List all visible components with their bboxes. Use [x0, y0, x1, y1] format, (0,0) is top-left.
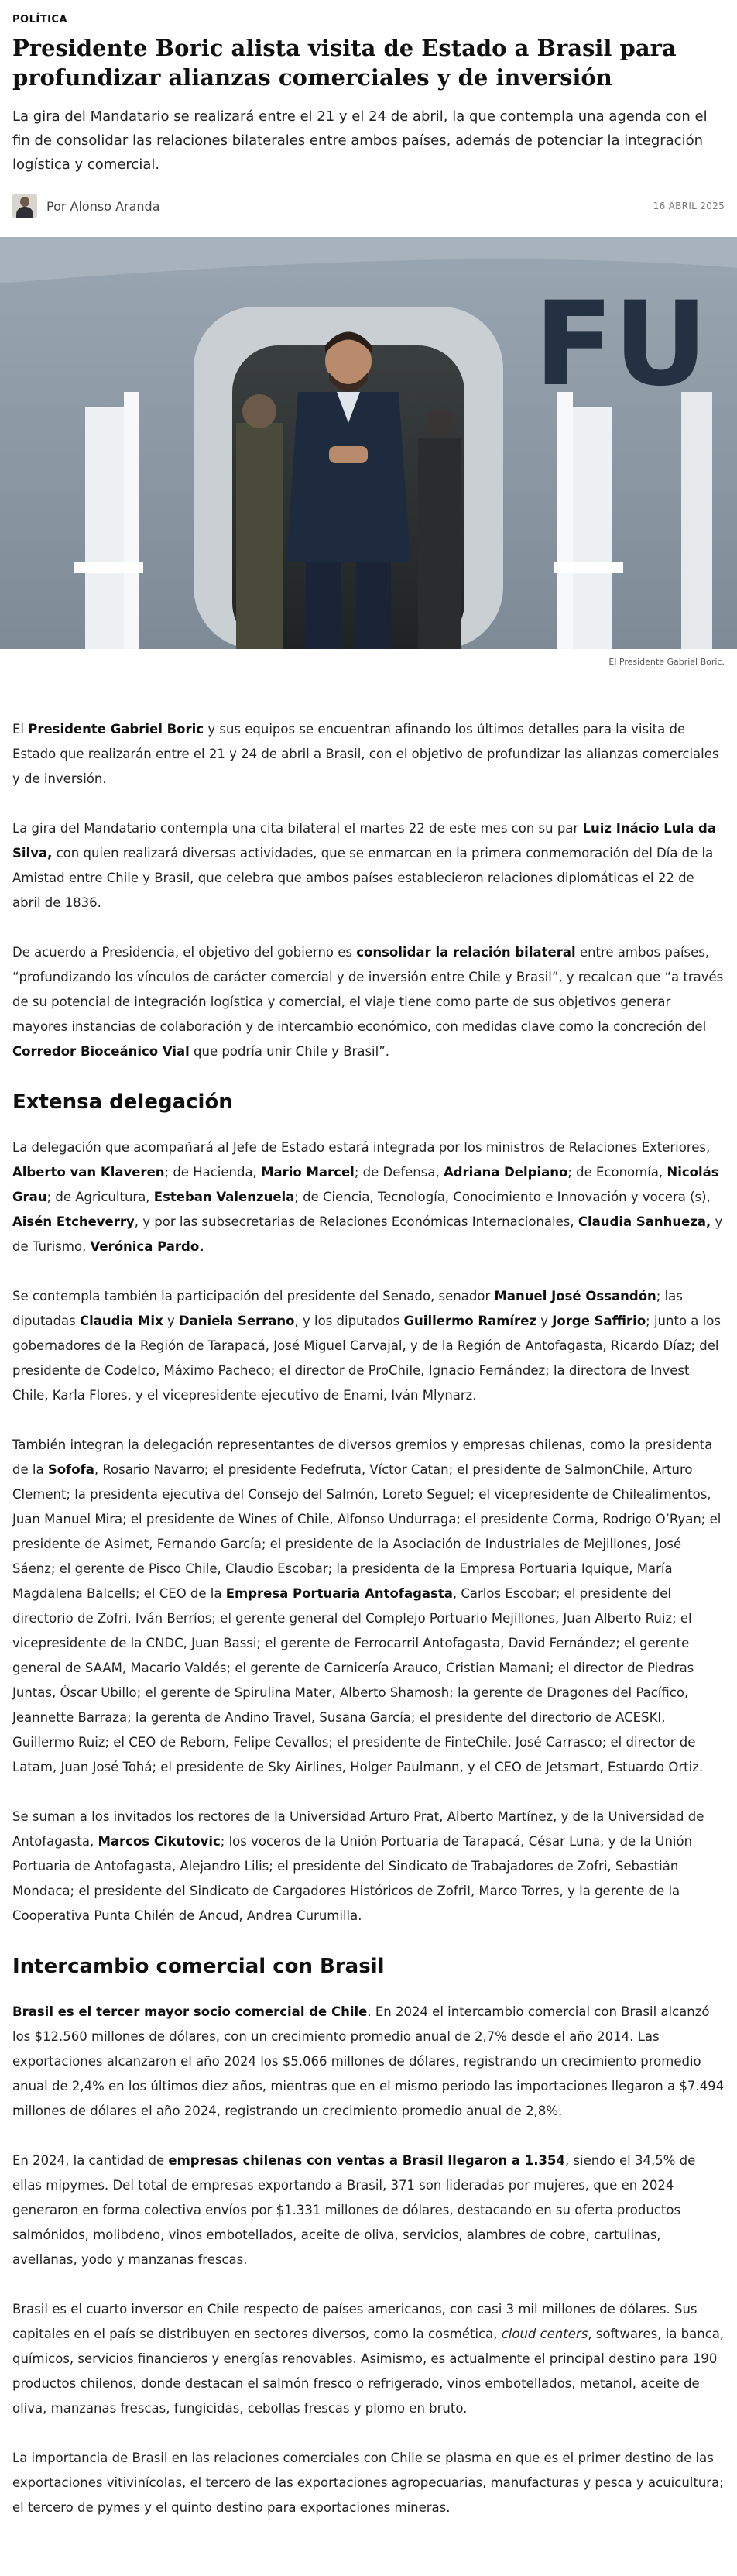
bold-text: empresas chilenas con ventas a Brasil llegaron a 1.354 [168, 2153, 565, 2168]
paragraph-text: El [12, 722, 29, 737]
paragraph-text: con quien realizará diversas actividades, que se enmarcan en la primera conmemoración del Día de la Amistad entre Chile y Brasil, que celebra que ambos países establecieron relaciones diplomáticas el 22 de abril de 1836. [12, 846, 714, 910]
article-paragraph [12, 1135, 725, 1259]
paragraph-text: También integran la delegación representantes de diversos gremios y empresas chilenas, como la presidenta de la [12, 1437, 713, 1477]
paragraph-text: . En 2024 el intercambio comercial con Brasil alcanzó los $12.560 millones de dólares, con un crecimiento promedio anual de 2,7% desde el año 2014. Las exportaciones alcanzaron el año 2024 los $5.066 millones de dólares, registrando un crecimiento promedio anual de 2,4% en los últimos diez años, mientras que en el mismo periodo las importaciones llegaron a $7.494 millones de dólares el año 2024, registrando un crecimiento promedio anual de 2,8%. [12, 2004, 725, 2118]
byline [12, 189, 725, 223]
article-title: Presidente Boric alista visita de Estado a Brasil para profundizar alianzas comerciales y de inversión [12, 35, 677, 91]
paragraph-text: Se contempla también la participación del presidente del Senado, senador [12, 1289, 495, 1303]
article-body [0, 671, 737, 2520]
bold-text: Brasil es el tercer mayor socio comercial de Chile [12, 2004, 368, 2019]
bold-text: Empresa Portuaria Antofagasta [225, 1586, 453, 1601]
paragraph-text: , y los diputados [294, 1314, 404, 1328]
author-block[interactable] [12, 194, 160, 218]
section-heading: Extensa delegación [12, 1091, 233, 1114]
paragraph-text: ; de Hacienda, [164, 1165, 262, 1180]
author-avatar [12, 194, 37, 218]
paragraph-text: Brasil es el cuarto inversor en Chile respecto de países americanos, con casi 3 mil millones de dólares. Sus capitales en el país se distribuyen en sectores diversos, como la cosmética, [12, 2302, 698, 2341]
bold-text: Jorge Saffirio [552, 1314, 646, 1328]
hero-image [0, 237, 737, 649]
paragraph-text: y [163, 1314, 179, 1328]
bold-text: Claudia Sanhueza, [578, 1214, 711, 1229]
article-paragraph [12, 2297, 725, 2421]
bold-text: consolidar la relación bilateral [356, 945, 576, 960]
publish-date: 16 ABRIL 2025 [653, 201, 725, 211]
paragraph-text: ; de Ciencia, Tecnología, Conocimiento e Innovación y vocera (s), [294, 1190, 711, 1204]
article-header [0, 0, 737, 223]
paragraph-text: , Carlos Escobar; el presidente del directorio de Zofri, Iván Berríos; el gerente general del Complejo Portuario Mejillones, Juan Alberto Ruiz; el vicepresidente de la CNDC, Juan Bassi; el gerente de Ferrocarril Antofagasta, David Fernández; el gerente general de SAAM, Macario Valdés; el gerente de Carnicería Arauco, Cristian Mamani; el director de Piedras Juntas, Óscar Ubillo; el gerente de Spirulina Mater, Alberto Shamosh; la gerente de Dragones del Pacífico, Jeannette Barraza; la gerenta de Andino Travel, Susana García; el presidente del directorio de ACESKI, Guillermo Ruiz; el CEO de Reborn, Felipe Cevallos; el presidente de FinteChile, José Carrasco; el director de Latam, Juan José Tohá; el presidente de Sky Airlines, Holger Paulmann, y el CEO de Jetsmart, Estuardo Ortiz. [12, 1586, 704, 1774]
image-caption: El Presidente Gabriel Boric. [608, 657, 725, 667]
bold-text: Guillermo Ramírez [403, 1314, 536, 1328]
bold-text: Presidente Gabriel Boric [28, 722, 204, 737]
bold-text: Verónica Pardo. [90, 1239, 204, 1254]
paragraph-text: y de Turismo, [12, 1214, 723, 1254]
paragraph-text: En 2024, la cantidad de [12, 2153, 169, 2168]
paragraph-text: , Rosario Navarro; el presidente Fedefruta, Víctor Catan; el presidente de SalmonChile, Arturo Clement; la presidenta ejecutiva del Consejo del Salmón, Loreto Seguel; el vicepresidente de Chilealimentos, Juan Manuel Mira; el presidente de Wines of Chile, Alfonso Undurraga; el presidente Corma, Rodrigo O’Ryan; el presidente de Asimet, Fernando García; el presidente de la Asociación de Industriales de Mejillones, José Sáenz; el gerente de Pisco Chile, Claudio Escobar; la presidenta de la Empresa Portuaria Iquique, María Magdalena Balcells; el CEO de la [12, 1462, 722, 1601]
article-paragraph [12, 1805, 725, 1929]
fuselage-lettering: FU [534, 277, 708, 412]
article-paragraph [12, 2446, 725, 2520]
paragraph-text: , y por las subsecretarias de Relaciones Económicas Internacionales, [134, 1214, 578, 1229]
paragraph-text: , softwares, la banca, químicos, servicios financieros y energías renovables. Asimismo, es actualmente el principal destino para 190 productos chilenos, donde destacan el salmón fresco o refrigerado, vinos embotellados, metanol, aceite de oliva, manzanas frescas, fungicidas, cebollas frescas y plomo en bruto. [12, 2327, 725, 2416]
bold-text: Luiz Inácio Lula da Silva, [12, 821, 716, 860]
bold-text: Claudia Mix [80, 1314, 163, 1328]
article-paragraph [12, 2000, 725, 2124]
paragraph-text: que podría unir Chile y Brasil”. [189, 1044, 390, 1059]
paragraph-text: La delegación que acompañará al Jefe de Estado estará integrada por los ministros de Relaciones Exteriores, [12, 1140, 711, 1155]
author-name[interactable]: Por Alonso Aranda [46, 198, 160, 214]
paragraph-text: y sus equipos se encuentran afinando los últimos detalles para la visita de Estado que realizarán entre el 21 y 24 de abril a Brasil, con el objetivo de profundizar las alianzas comerciales y de inversión. [12, 722, 719, 786]
bold-text: Alberto van Klaveren [12, 1165, 165, 1180]
paragraph-text: ; de Defensa, [354, 1165, 444, 1180]
paragraph-text: ; de Agricultura, [46, 1190, 154, 1204]
paragraph-text: ; junto a los gobernadores de la Región de Tarapacá, José Miguel Carvajal, y de la Región de Antofagasta, Ricardo Díaz; del presidente de Codelco, Máximo Pacheco; el director de ProChile, Ignacio Fernández; la directora de Invest Chile, Karla Flores, y el vicepresidente ejecutivo de Enami, Iván Mlynarz. [12, 1314, 721, 1403]
section-heading: Intercambio comercial con Brasil [12, 1955, 385, 1978]
bold-text: Adriana Delpiano [443, 1165, 568, 1180]
bold-text: Marcos Cikutovic [98, 1834, 221, 1849]
paragraph-text: De acuerdo a Presidencia, el objetivo del gobierno es [12, 945, 357, 960]
bold-text: Mario Marcel [261, 1165, 355, 1180]
paragraph-text: La gira del Mandatario contempla una cita bilateral el martes 22 de este mes con su par [12, 821, 583, 836]
article-paragraph [12, 816, 725, 915]
article-paragraph [12, 717, 725, 792]
article-paragraph [12, 1433, 725, 1780]
bold-text: Corredor Bioceánico Vial [12, 1044, 190, 1059]
bold-text: Esteban Valenzuela [153, 1190, 295, 1204]
italic-text: cloud centers [501, 2327, 588, 2341]
paragraph-text: La importancia de Brasil en las relaciones comerciales con Chile se plasma en que es el primer destino de las exportaciones vitivinícolas, el tercero de las exportaciones agropecuarias, manufacturas y pesca y acuicultura; el tercero de pymes y el quinto destino para exportaciones mineras. [12, 2451, 724, 2515]
paragraph-text: ; las diputadas [12, 1289, 683, 1328]
article-lead: La gira del Mandatario se realizará entre el 21 y el 24 de abril, la que contempla una agenda con el fin de consolidar las relaciones bilaterales entre ambos países, además de potenciar la integración logística y comercial. [12, 108, 708, 173]
article-paragraph [12, 940, 725, 1064]
article-paragraph [12, 2148, 725, 2272]
section-label[interactable]: POLÍTICA [12, 14, 68, 26]
paragraph-text: entre ambos países, “profundizando los vínculos de carácter comercial y de inversión entre Chile y Brasil”, y recalcan que “a través de su potencial de integración logística y comercial, el viaje tiene como parte de sus objetivos generar mayores instancias de colaboración y de intercambio económico, con medidas clave como la concreción del [12, 945, 724, 1034]
bold-text: Aisén Etcheverry [12, 1214, 135, 1229]
hero-photo-illustration [0, 237, 737, 649]
paragraph-text: ; de Economía, [567, 1165, 667, 1180]
bold-text: Manuel José Ossandón [494, 1289, 656, 1303]
paragraph-text: Se suman a los invitados los rectores de la Universidad Arturo Prat, Alberto Martínez, y de la Universidad de Antofagasta, [12, 1809, 704, 1849]
paragraph-text: ; los voceros de la Unión Portuaria de Tarapacá, César Luna, y de la Unión Portuaria de Antofagasta, Alejandro Lilis; el presidente del Sindicato de Trabajadores de Zofri, Sebastián Mondaca; el presidente del Sindicato de Cargadores Históricos de ZofriI, Marco Torres, y la gerente de la Cooperativa Punta Chilén de Ancud, Andrea Curumilla. [12, 1834, 693, 1923]
bold-text: Nicolás Grau [12, 1165, 719, 1204]
article-paragraph [12, 1284, 725, 1408]
bold-text: Sofofa [47, 1462, 94, 1477]
bold-text: Daniela Serrano [178, 1314, 295, 1328]
paragraph-text: , siendo el 34,5% de ellas mipymes. Del total de empresas exportando a Brasil, 371 son lideradas por mujeres, que en 2024 generaron en forma colectiva envíos por $1.331 millones de dólares, destacando en su oferta productos salmónidos, molibdeno, vinos embotellados, aceite de oliva, servicios, alambres de cobre, cartulinas, avellanas, yodo y manzanas frescas. [12, 2153, 696, 2267]
paragraph-text: y [536, 1314, 553, 1328]
